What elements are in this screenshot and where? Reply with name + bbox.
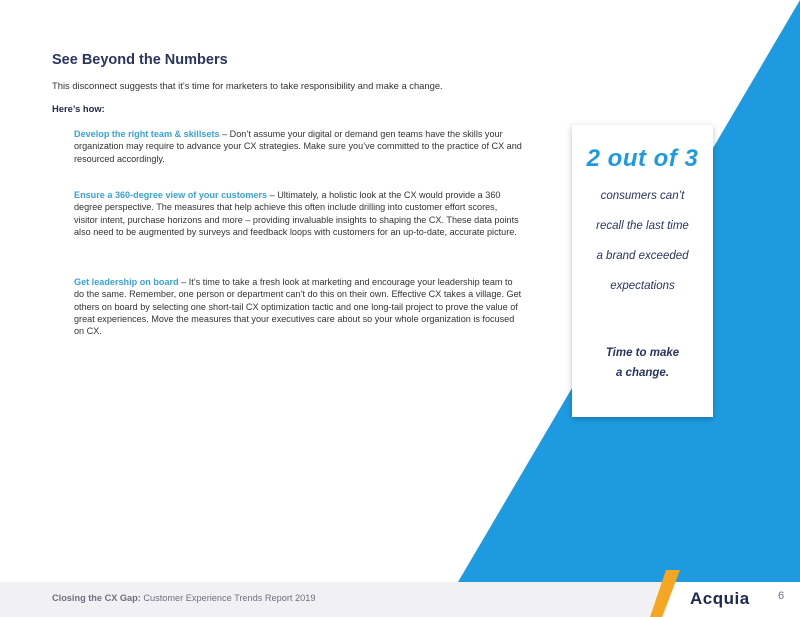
bullet-body: – It’s time to take a fresh look at marketing and encourage your leadership team to do the same. Remember, one person or department can’t do this on their own. Effective CX takes a village. Get others on board by selecting one short-tail CX optimization tactic and one long-tail project to prove the value of great experiences. Move the measures that your executives care about so your whole organization is focused on CX. (74, 277, 522, 337)
cta-line: a change. (615, 367, 670, 379)
bullet-lead: Develop the right team & skillsets (74, 129, 220, 139)
stat-line: expectations (610, 280, 675, 292)
call-to-action (572, 343, 713, 383)
stat-description (572, 181, 713, 301)
cta-line: Time to make (605, 347, 680, 359)
bullet-lead: Get leadership on board (74, 277, 179, 287)
report-title-bold: Closing the CX Gap: (52, 593, 141, 603)
acquia-logo: Acquia (690, 589, 750, 608)
bullet-body: – Ultimately, a holistic look at the CX would provide a 360 degree perspective. The measures that help achieve this often include drilling into customer effort scores, visitor intent, purchase horizons and more – providing invaluable insights to shaping the CX. These data points also need to be augmented by surveys and feedback loops with customers for an up-to-date, accurate picture. (74, 190, 519, 237)
intro-text: This disconnect suggests that it’s time for marketers to take responsibility and make a change. (52, 80, 443, 91)
stat-line: consumers can’t (600, 190, 685, 202)
stat-callout-card (572, 125, 713, 417)
howto-heading: Here’s how: (52, 103, 105, 114)
bullet-leadership (74, 276, 522, 337)
stat-headline: 2 out of 3 (586, 145, 699, 172)
bullet-body: – Don’t assume your digital or demand gen teams have the skills your organization may require to advance your CX strategies. Make sure you’ve committed to the practice of CX and resourced accordingly. (74, 129, 522, 164)
stat-line: a brand exceeded (596, 250, 689, 262)
page-title: See Beyond the Numbers (52, 52, 228, 68)
page-number: 6 (778, 590, 785, 602)
bullet-team-skillsets (74, 128, 522, 165)
report-title (52, 593, 315, 603)
report-title-rest: Customer Experience Trends Report 2019 (140, 593, 316, 603)
stat-line: recall the last time (596, 220, 689, 232)
bullet-lead: Ensure a 360-degree view of your customers (74, 190, 268, 200)
bullet-360-view (74, 189, 522, 238)
